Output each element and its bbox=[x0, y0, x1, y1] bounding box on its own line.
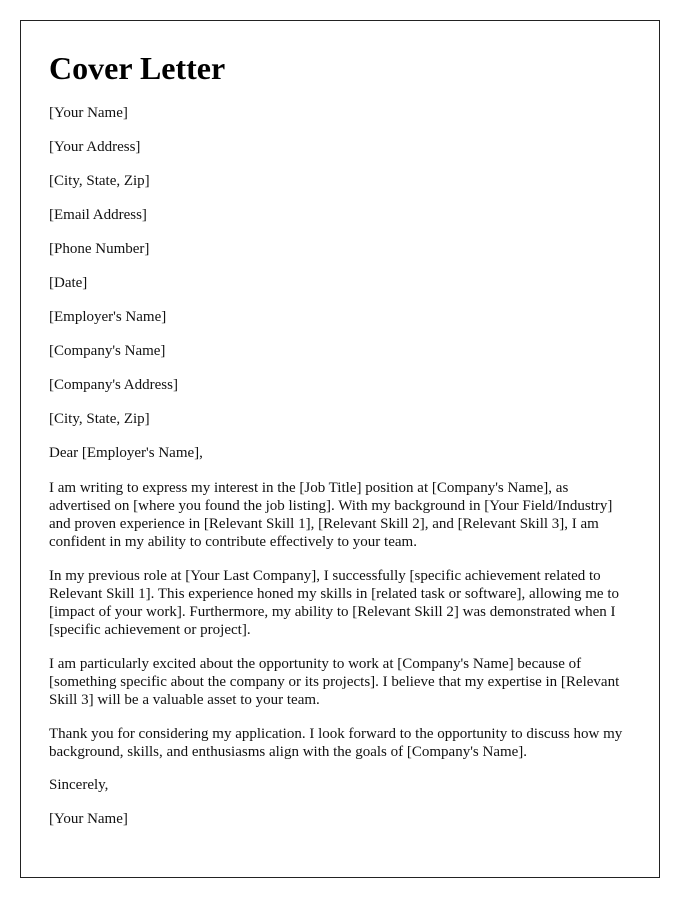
recipient-city-state-zip: [City, State, Zip] bbox=[49, 411, 150, 427]
salutation: Dear [Employer's Name], bbox=[49, 445, 203, 461]
sender-city-state-zip: [City, State, Zip] bbox=[49, 173, 150, 189]
signature: [Your Name] bbox=[49, 811, 128, 827]
sender-address: [Your Address] bbox=[49, 139, 141, 155]
sender-name: [Your Name] bbox=[49, 105, 128, 121]
closing: Sincerely, bbox=[49, 777, 109, 793]
page-title: Cover Letter bbox=[49, 50, 226, 86]
body-paragraph: I am writing to express my interest in the [Job Title] position at [Company's Name], as advertised on [where you found the job listing]. With my background in [Your Field/Industry] and proven experience in [Relevant Skill 1], [Relevant Skill 2], and [Relevant Skill 3], I am confident in my ability to contribute effectively to your team. bbox=[49, 480, 613, 550]
recipient-company-name: [Company's Name] bbox=[49, 343, 166, 359]
recipient-employer-name: [Employer's Name] bbox=[49, 309, 167, 325]
sender-phone: [Phone Number] bbox=[49, 241, 150, 257]
body-paragraph: In my previous role at [Your Last Company], I successfully [specific achievement related to Relevant Skill 1]. This experience honed my skills in [related task or software], allowing me to [impact of your work]. Furthermore, my ability to [Relevant Skill 2] was demonstrated when I [specific achievement or project]. bbox=[49, 568, 619, 638]
letter-date: [Date] bbox=[49, 275, 88, 291]
body-paragraph: Thank you for considering my application. I look forward to the opportunity to discuss how my background, skills, and enthusiasms align with the goals of [Company's Name]. bbox=[49, 726, 623, 760]
recipient-company-address: [Company's Address] bbox=[49, 377, 178, 393]
body-paragraph: I am particularly excited about the opportunity to work at [Company's Name] because of [something specific about the company or its projects]. I believe that my expertise in [Relevant Skill 3] will be a valuable asset to your team. bbox=[49, 656, 620, 708]
sender-email: [Email Address] bbox=[49, 207, 147, 223]
letter-page bbox=[20, 20, 660, 878]
